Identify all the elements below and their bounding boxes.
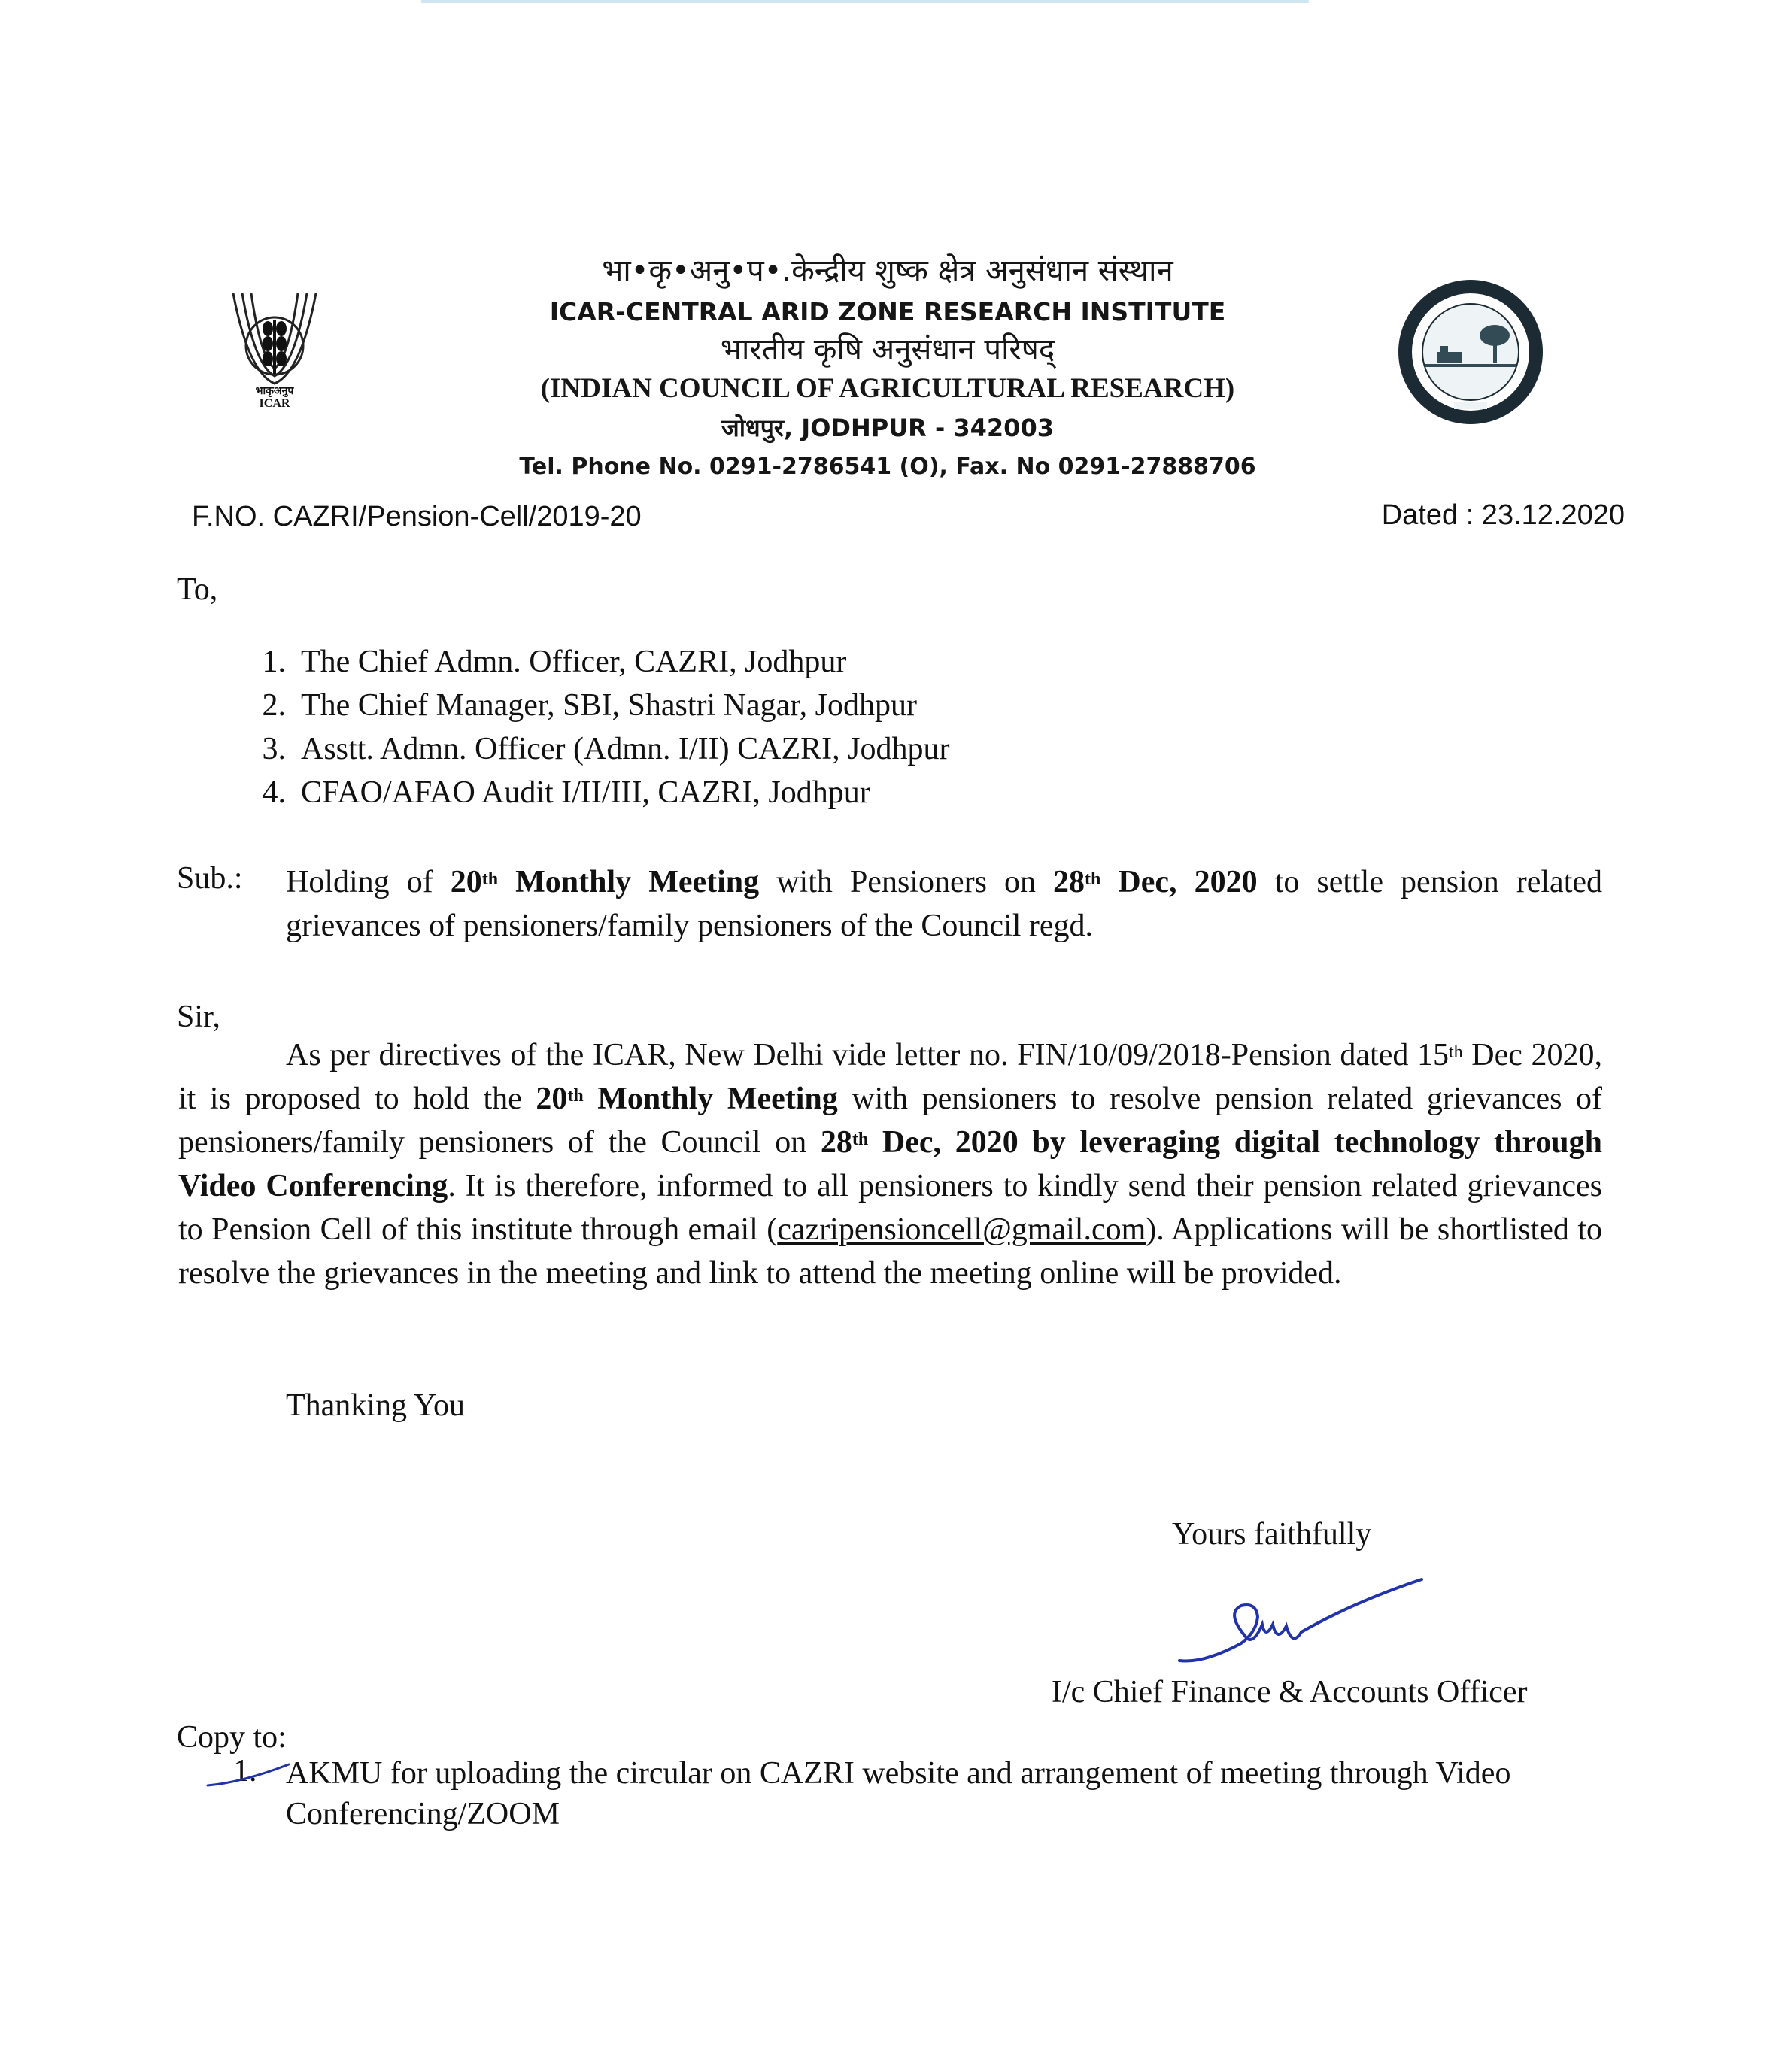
institute-name: ICAR-CENTRAL ARID ZONE RESEARCH INSTITUTE [549,297,1226,326]
recipient-text: CFAO/AFAO Audit I/II/III, CAZRI, Jodhpur [301,775,870,810]
to-label: To, [177,572,218,607]
copy-line-2: Conferencing/ZOOM [286,1797,560,1831]
recipient-text: The Chief Manager, SBI, Shastri Nagar, Jodhpur [301,688,917,723]
list-number: 1. [262,645,286,679]
signatory-title: I/c Chief Finance & Accounts Officer [1052,1675,1528,1709]
copy-number: 1. [233,1754,257,1788]
signature [1173,1572,1429,1677]
icar-logo [218,282,331,414]
email-link[interactable]: cazripensioncell@gmail.com [777,1212,1146,1247]
copy-line-1: AKMU for uploading the circular on CAZRI website and arrangement of meeting through Video [286,1756,1511,1791]
hindi-council-name: भारतीय कृषि अनुसंधान परिषद् [720,332,1055,367]
list-item [218,775,870,811]
address: जोधपुर, JODHPUR - 342003 [721,414,1054,442]
recipient-text: Asstt. Admn. Officer (Admn. I/II) CAZRI, Jodhpur [301,732,950,766]
scan-edge [421,0,1309,3]
letter-date: Dated : 23.12.2020 [1381,499,1625,531]
recipient-text: The Chief Admn. Officer, CAZRI, Jodhpur [301,645,847,679]
list-item [218,687,917,724]
list-number: 3. [262,732,286,766]
list-item [218,731,949,767]
cazri-seal [1395,277,1546,427]
icar-logo-hindi: भाकृअनुप [255,385,294,397]
list-number: 2. [262,688,286,723]
closing: Yours faithfully [1172,1517,1372,1552]
subject-line-1: Holding of 20th Monthly Meeting with Pensioners on 28th Dec, 2020 to settle pension related [286,865,1603,899]
council-name: (INDIAN COUNCIL OF AGRICULTURAL RESEARCH) [540,373,1235,404]
salutation: Sir, [177,1000,220,1034]
subject-line-2: grievances of pensioners/family pensioners of the Council regd. [286,909,1094,943]
file-number: F.NO. CAZRI/Pension-Cell/2019-20 [192,501,642,532]
list-item [218,644,846,680]
strike-mark [205,1760,295,1790]
hindi-institute-name: भा•कृ•अनु•प•.केन्द्रीय शुष्क क्षेत्र अनुसंधान संस्थान [602,253,1173,288]
subject-label: Sub.: [177,861,243,896]
list-number: 4. [262,775,286,810]
copy-to-label: Copy to: [177,1720,287,1755]
contact-info: Tel. Phone No. 0291-2786541 (O), Fax. No 0291-27888706 [519,454,1256,480]
body-paragraph: As per directives of the ICAR, New Delhi vide letter no. FIN/10/09/2018-Pension dated 15th Dec 2020, it is proposed to hold the 20th Monthly Meeting with pensioners to resolve pension related grievances of pensioners/family pensioners of the Council on 28th Dec, 2020 by leveraging digital technology through Video Conferencing. It is therefore, informed to all pensioners to kindly send their pension related grievances to Pension Cell of this institute through email (cazripensioncell@gmail.com). Applications will be shortlisted to resolve the grievances in the meeting and link to attend the meeting online will be provided. [178,1038,1603,1291]
icar-logo-text: ICAR [259,397,290,410]
thanking-text: Thanking You [286,1388,466,1423]
